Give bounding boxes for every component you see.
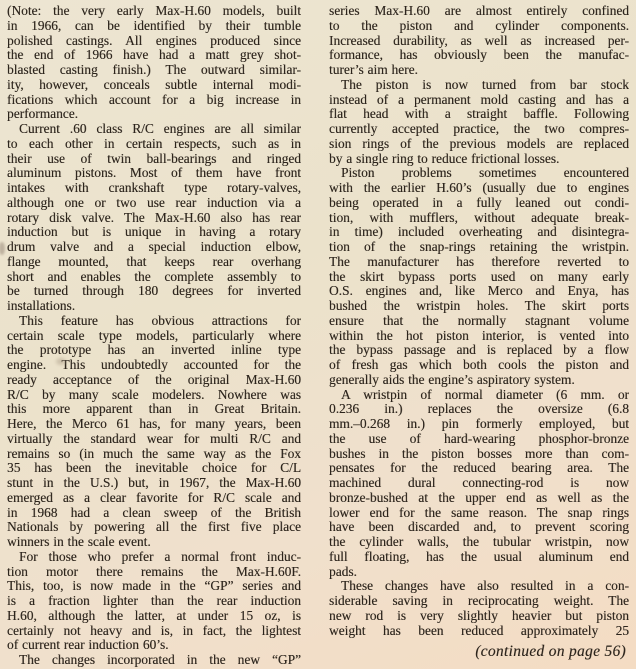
text-line: 0.236 in.) replaces the oversize (6.8 [329, 402, 629, 417]
text-line: to each other in certain respects, such as in [7, 136, 301, 151]
text-line: be turned through 180 degrees for inverted [7, 284, 301, 299]
text-line: (Note: the very early Max-H.60 models, built [7, 4, 301, 18]
text-line: the cylinder walls, the tubular wristpin, now [329, 535, 629, 549]
text-line: Increased durability, as well as increased per- [329, 33, 629, 48]
text-line: flange mounted, that keeps rear overhang [7, 254, 301, 269]
text-line: blasted casting finish.) The outward similar- [7, 63, 301, 77]
text-line: the end of 1966 have had a matt grey shot- [7, 48, 301, 63]
text-line: aluminum pistons. Most of them have front [7, 166, 301, 181]
text-line: certain scale type models, particularly where [7, 328, 301, 343]
text-line: their use of twin ball-bearings and ringed [7, 151, 301, 166]
text-line: mm.–0.268 in.) pin formerly employed, but [329, 417, 629, 431]
text-line: Here, the Merco 61 has, for many years, been [7, 417, 301, 431]
scan-speck [0, 242, 5, 255]
text-line: drum valve and a special induction elbow, [7, 240, 301, 254]
right-column [329, 4, 629, 638]
text-line: flat head with a straight baffle. Following [329, 107, 629, 122]
text-line: ensure that the normally stagnant volume [329, 313, 629, 328]
text-line: Piston problems sometimes encountered [341, 166, 629, 181]
text-line: For those who prefer a normal front induc- [19, 549, 301, 564]
text-line: new rod is very slightly heavier but piston [329, 608, 629, 623]
text-line: in 1966, can be identified by their tumble [7, 18, 301, 33]
text-line: engine. This undoubtedly accounted for the [7, 358, 301, 372]
text-line: instead of a permanent mold casting and has a [329, 92, 629, 107]
text-line: tion of the snap-rings retaining the wristpin. [329, 240, 629, 254]
text-line: installations. [7, 299, 76, 313]
text-line: being operated in a fully leaned out condi- [329, 195, 629, 210]
text-line: stunt in the U.S.) but, in 1967, the Max-H.60 [7, 476, 301, 490]
text-line: the use of hard-wearing phosphor-bronze [329, 431, 629, 446]
text-line: This, too, is now made in the “GP” series and [7, 579, 301, 594]
text-line: in 1968 had a clean sweep of the British [7, 505, 301, 520]
paragraph [329, 4, 629, 78]
paragraph [7, 314, 301, 550]
text-line: formance, has obviously been the manufac- [329, 48, 629, 63]
paragraph [7, 4, 301, 122]
text-line: siderable saving in reciprocating weight. The [329, 594, 629, 608]
paragraph [7, 653, 301, 668]
text-line: of current rear induction 60’s. [7, 638, 169, 653]
text-line: The piston is now turned from bar stock [341, 77, 629, 92]
text-line: the bypass passage and is replaced by a flow [329, 343, 629, 358]
text-line: 35 has been the inevitable choice for C/L [7, 461, 301, 476]
text-line: have been discarded and, to prevent scoring [329, 520, 629, 535]
text-line: Nationals by powering all the first five place [7, 520, 301, 535]
text-line: by a single ring to reduce frictional losses. [329, 151, 560, 166]
text-line: to the piston and cylinder components. [329, 18, 629, 33]
text-line: A wristpin of normal diameter (6 mm. or [341, 387, 629, 402]
text-line: sion rings of the previous models are replaced [329, 136, 629, 151]
text-line: turer’s aim here. [329, 63, 418, 77]
text-line: remains so (in much the same way as the Fox [7, 446, 301, 461]
text-line: although one or two use rear induction via a [7, 195, 301, 210]
text-line: intakes with crankshaft type rotary-valves, [7, 181, 301, 195]
text-line: the prototype has an inverted inline type [7, 343, 301, 358]
left-column [7, 4, 301, 668]
paragraph [329, 166, 629, 387]
text-line: Current .60 class R/C engines are all similar [19, 122, 301, 136]
text-line: induction but is unique in having a rotary [7, 225, 301, 240]
paragraph [7, 550, 301, 653]
text-line: O.S. engines and, like Merco and Enya, has [329, 284, 629, 299]
text-line: this more apparent than in Great Britain. [7, 402, 301, 417]
text-line: virtually the standard wear for multi R/C and [7, 431, 301, 446]
text-line: These changes have also resulted in a con- [341, 579, 629, 594]
text-line: bushes in the piston bosses more than com- [329, 446, 629, 461]
text-line: fications which account for a big increase in [7, 92, 301, 107]
text-line: rotary disk valve. The Max-H.60 also has rear [7, 210, 301, 225]
text-line: H.60, although the latter, at under 15 oz, is [7, 608, 301, 623]
continued-note: (continued on page 56) [475, 643, 626, 660]
text-line: tion motor there remains the Max-H.60F. [7, 564, 301, 579]
text-line: tion, with mufflers, without adequate break- [329, 210, 629, 225]
text-line: pensates for the reduced bearing area. The [329, 461, 629, 476]
text-line: weight has been reduced approximately 25 [329, 623, 629, 638]
text-line: ity, however, conceals subtle internal modi- [7, 77, 301, 92]
text-line: certainly not heavy and is, in fact, the lightest [7, 623, 301, 638]
text-line: short and enables the complete assembly to [7, 269, 301, 284]
scan-speck [56, 358, 66, 365]
text-line: The changes incorporated in the new “GP” [19, 653, 301, 667]
text-line: ready acceptance of the original Max-H.60 [7, 372, 301, 387]
text-line: lower end for the same reason. The snap rings [329, 505, 629, 520]
text-line: bronze-bushed at the upper end as well as the [329, 490, 629, 505]
text-line: R/C by many scale modelers. Nowhere was [7, 387, 301, 402]
text-line: performance. [7, 107, 79, 122]
paragraph [7, 122, 301, 314]
text-line: The manufacturer has therefore reverted to [329, 254, 629, 269]
text-line: series Max-H.60 are almost entirely confined [329, 4, 629, 18]
paragraph [329, 579, 629, 638]
text-line: the skirt bypass ports used on many early [329, 269, 629, 284]
text-line: with the earlier H.60’s (usually due to engines [329, 181, 629, 195]
text-line: is a fraction lighter than the rear induction [7, 594, 301, 608]
text-line: machined dural connecting-rod is now [329, 476, 629, 490]
text-line: bushed the wristpin holes. The skirt ports [329, 299, 629, 313]
text-line: polished castings. All engines produced since [7, 33, 301, 48]
text-line: currently accepted practice, the two compres- [329, 122, 629, 136]
text-line: within the hot piston interior, is vented into [329, 328, 629, 343]
text-line: in time) included overheating and disintegra- [329, 225, 629, 240]
paragraph [329, 388, 629, 580]
text-line: of fresh gas which both cools the piston and [329, 358, 629, 372]
text-line: This feature has obvious attractions for [19, 313, 301, 328]
text-line: winners in the scale event. [7, 535, 151, 549]
text-line: generally aids the engine’s aspiratory system. [329, 372, 575, 387]
text-line: full floating, has the usual aluminum end [329, 549, 629, 564]
paragraph [329, 78, 629, 167]
text-line: emerged as a clear favorite for R/C scale and [7, 490, 301, 505]
text-line: pads. [329, 564, 357, 579]
